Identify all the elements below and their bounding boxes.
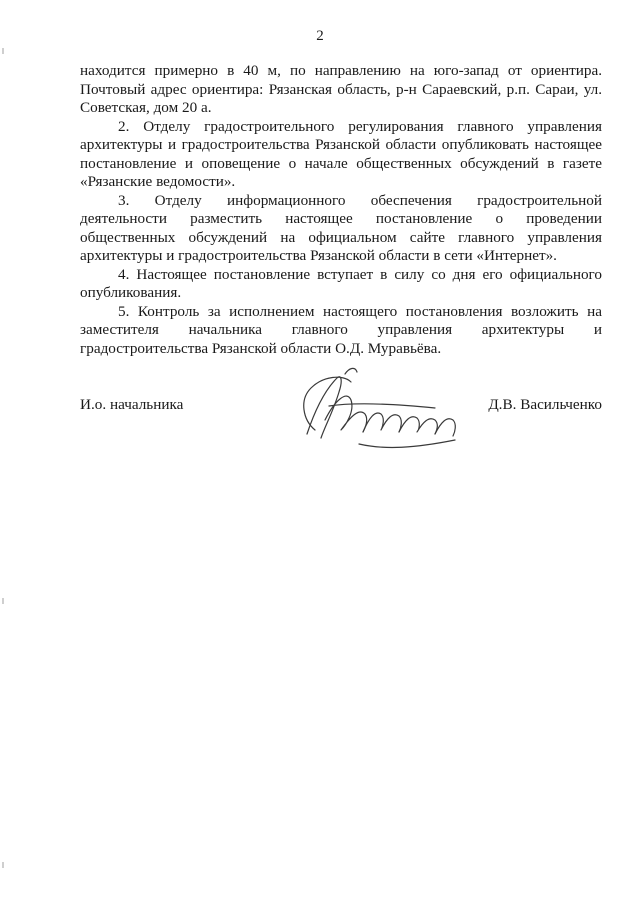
paragraph-item-5: 5. Контроль за исполнением настоящего постановления возложить на заместителя начальника главного управления архитектуры и градостроительства Рязанской области О.Д. Муравьёва. [80, 302, 602, 357]
signatory-position: И.о. начальника [80, 396, 184, 413]
paragraph-item-3: 3. Отделу информационного обеспечения градостроительной деятельности разместить настоящее постановление о проведении общественных обсуждений на официальном сайте главного управления архитектуры и градостроительства Рязанской области в сети «Интернет». [80, 191, 602, 264]
scan-margin-mark [2, 862, 4, 868]
paragraph-item-4: 4. Настоящее постановление вступает в силу со дня его официального опубликования. [80, 265, 602, 301]
paragraph-item-2: 2. Отделу градостроительного регулирования главного управления архитектуры и градостроительства Рязанской области опубликовать настоящее постановление и оповещение о начале общественных обсуждений в газете «Рязанские ведомости». [80, 117, 602, 190]
handwritten-signature [285, 360, 480, 460]
signatory-name: Д.В. Васильченко [488, 396, 602, 413]
scan-margin-mark [2, 598, 4, 604]
document-body [80, 62, 602, 358]
paragraph-continuation: находится примерно в 40 м, по направлению на юго-запад от ориентира. Почтовый адрес ориентира: Рязанская область, р-н Сараевский, р.п. Сараи, ул. Советская, дом 20 а. [80, 62, 602, 116]
scan-margin-mark [2, 48, 4, 54]
page-number: 2 [316, 28, 324, 44]
